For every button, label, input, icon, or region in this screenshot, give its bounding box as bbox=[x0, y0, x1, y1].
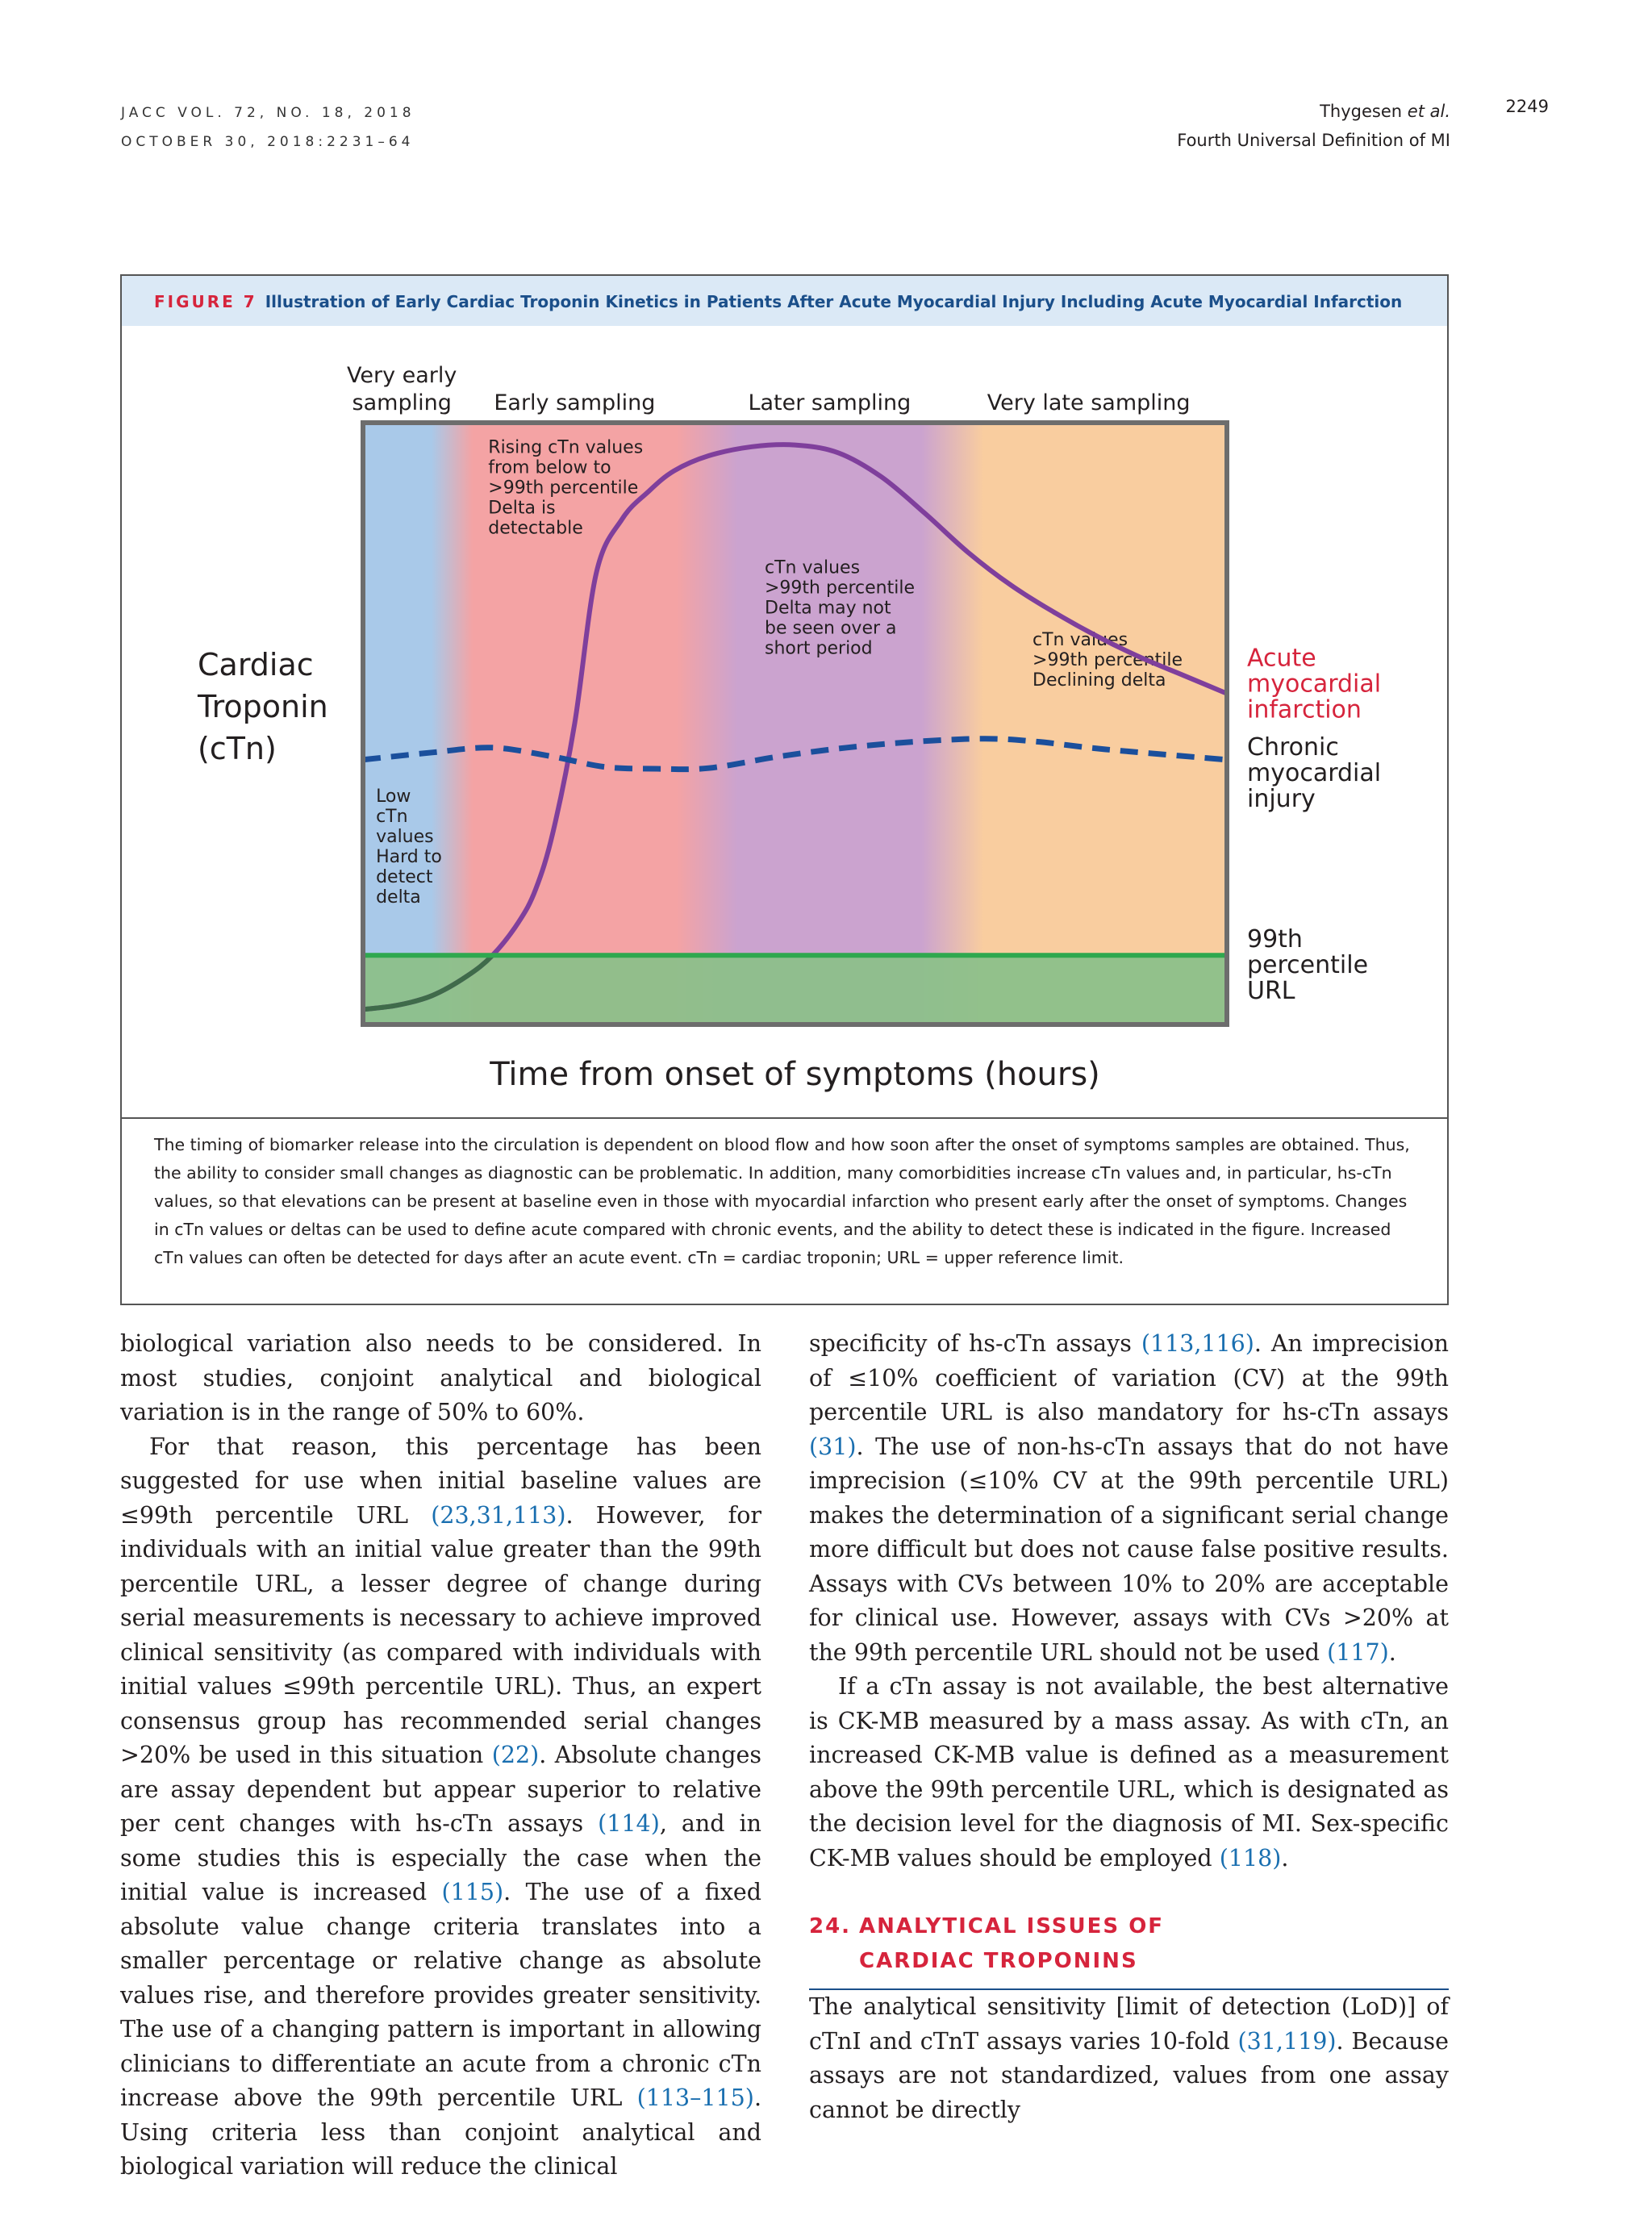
citation-link[interactable]: (115) bbox=[441, 1879, 504, 1905]
running-title: Fourth Universal Definition of MI bbox=[1177, 131, 1450, 150]
section-heading-line1: 24. ANALYTICAL ISSUES OF bbox=[809, 1909, 1449, 1944]
right-paragraph-2: If a cTn assay is not available, the best alternative is CK-MB measured by a mass assay. As with cTn, an increased CK-MB value is defined as a measurement above the 99th percentile URL, which is designated as the decision level for the diagnosis of MI. Sex-specific CK-MB values should be employed (118). bbox=[809, 1673, 1449, 1872]
phase-label: Very early sampling bbox=[346, 363, 457, 415]
figure-caption: The timing of biomarker release into the circulation is dependent on blood flow and how soon after the onset of symptoms samples are obtained. Thus, the ability to consider small changes as diagnostic can be problematic. In addition, many comorbidities increase cTn values and, in particular, hs-cTn values, so that elevations can be present at baseline even in those with myocardial infarction who present early after the onset of symptoms. Changes in cTn values or deltas can be used to define acute compared with chronic events, and the ability to detect these is indicated in the figure. Increased cTn values can often be detected for days after an acute event. cTn = cardiac troponin; URL = upper reference limit. bbox=[154, 1135, 1410, 1267]
journal-info bbox=[121, 98, 415, 156]
series-label: Chronic myocardial injury bbox=[1247, 732, 1382, 813]
figure-separator bbox=[122, 1117, 1447, 1119]
annotation-note: Low cTn values Hard to detect delta bbox=[376, 786, 442, 908]
right-paragraph-1: specificity of hs-cTn assays (113,116). An imprecision of ≤10% coefficient of variation (CV) at the 99th percentile URL is also mandatory for hs-cTn assays (31). The use of non-hs-cTn assays that do not have imprecision (≤10% CV at the 99th percentile URL) makes the determination of a significant serial change more difficult but does not cause false positive results. Assays with CVs between 10% to 20% are acceptable for clinical use. However, assays with CVs >20% at the 99th percentile URL should not be used (117). bbox=[809, 1330, 1450, 1666]
section-heading-line2: CARDIAC TROPONINS bbox=[859, 1949, 1138, 1973]
section-number: 24. bbox=[809, 1914, 852, 1938]
figure-label: FIGURE 7 bbox=[154, 292, 257, 311]
series-label: Acute myocardial infarction bbox=[1247, 644, 1382, 724]
right-column bbox=[809, 1327, 1449, 2127]
figure-title bbox=[154, 292, 1402, 311]
phase-label: Very late sampling bbox=[987, 390, 1191, 415]
citation-link[interactable]: (22) bbox=[491, 1742, 540, 1768]
section-heading-24 bbox=[809, 1909, 1449, 1990]
below-url-band bbox=[363, 955, 1227, 1024]
citation-link[interactable]: (114) bbox=[598, 1810, 660, 1837]
citation-link[interactable]: (23,31,113) bbox=[431, 1501, 566, 1529]
citation-link[interactable]: (113–115) bbox=[636, 2084, 754, 2111]
reference-line-label: 99th percentile URL bbox=[1247, 925, 1369, 1006]
citation-link[interactable]: (117) bbox=[1327, 1638, 1389, 1666]
running-head bbox=[1177, 97, 1450, 155]
citation-link[interactable]: (31) bbox=[809, 1433, 857, 1460]
x-axis-label: Time from onset of symptoms (hours) bbox=[490, 1056, 1100, 1093]
citation-link[interactable]: (118) bbox=[1219, 1844, 1282, 1872]
citation-link[interactable]: (31,119) bbox=[1237, 2027, 1337, 2055]
running-authors: Thygesen et al. bbox=[1320, 102, 1450, 121]
phase-label: Early sampling bbox=[494, 390, 656, 415]
left-paragraph-1: biological variation also needs to be considered. In most studies, conjoint analytical and biological variation is in the range of 50% to 60%. bbox=[120, 1330, 761, 1425]
left-column bbox=[120, 1327, 761, 2185]
annotation-note: cTn values >99th percentile Declining delta bbox=[1032, 630, 1183, 691]
page-number: 2249 bbox=[1505, 97, 1549, 116]
phase-label: Later sampling bbox=[748, 390, 912, 415]
journal-volume: JACC VOL. 72, NO. 18, 2018 bbox=[121, 105, 415, 121]
figure-title-text: Illustration of Early Cardiac Troponin Kinetics in Patients After Acute Myocardial Injury Including Acute Myocardial Infarction bbox=[265, 292, 1403, 311]
left-paragraph-2: For that reason, this percentage has been suggested for use when initial baseline values are ≤99th percentile URL (23,31,113). However, for individuals with an initial value greater than the 99th percentile URL, a lesser degree of change during serial measurements is necessary to achieve improved clinical sensitivity (as compared with individuals with initial values ≤99th percentile URL). Thus, an expert consensus group has recommended serial changes >20% be used in this situation (22). Absolute changes are assay dependent but appear superior to relative per cent changes with hs-cTn assays (114), and in some studies this is especially the case when the initial value is increased (115). The use of a fixed absolute value change criteria translates into a smaller percentage or relative change as absolute values rise, and therefore provides greater sensitivity. The use of a changing pattern is important in allowing clinicians to differentiate an acute from a chronic cTn increase above the 99th percentile URL (113–115). Using criteria less than conjoint analytical and biological variation will reduce the clinical bbox=[120, 1433, 761, 2180]
annotation-note: cTn values >99th percentile Delta may not be seen over a short period bbox=[765, 557, 916, 659]
y-axis-label: Cardiac Troponin (cTn) bbox=[198, 647, 328, 766]
figure-7 bbox=[120, 274, 1449, 1305]
right-paragraph-3: The analytical sensitivity [limit of detection (LoD)] of cTnI and cTnT assays varies 10-fold (31,119). Because assays are not standardized, values from one assay cannot be directly bbox=[809, 1993, 1449, 2123]
annotation-note: Rising cTn values from below to >99th percentile Delta is detectable bbox=[488, 437, 644, 539]
troponin-kinetics-chart bbox=[122, 326, 1447, 1116]
citation-link[interactable]: (113,116) bbox=[1141, 1330, 1254, 1357]
journal-date-pages: OCTOBER 30, 2018:2231–64 bbox=[121, 134, 415, 150]
